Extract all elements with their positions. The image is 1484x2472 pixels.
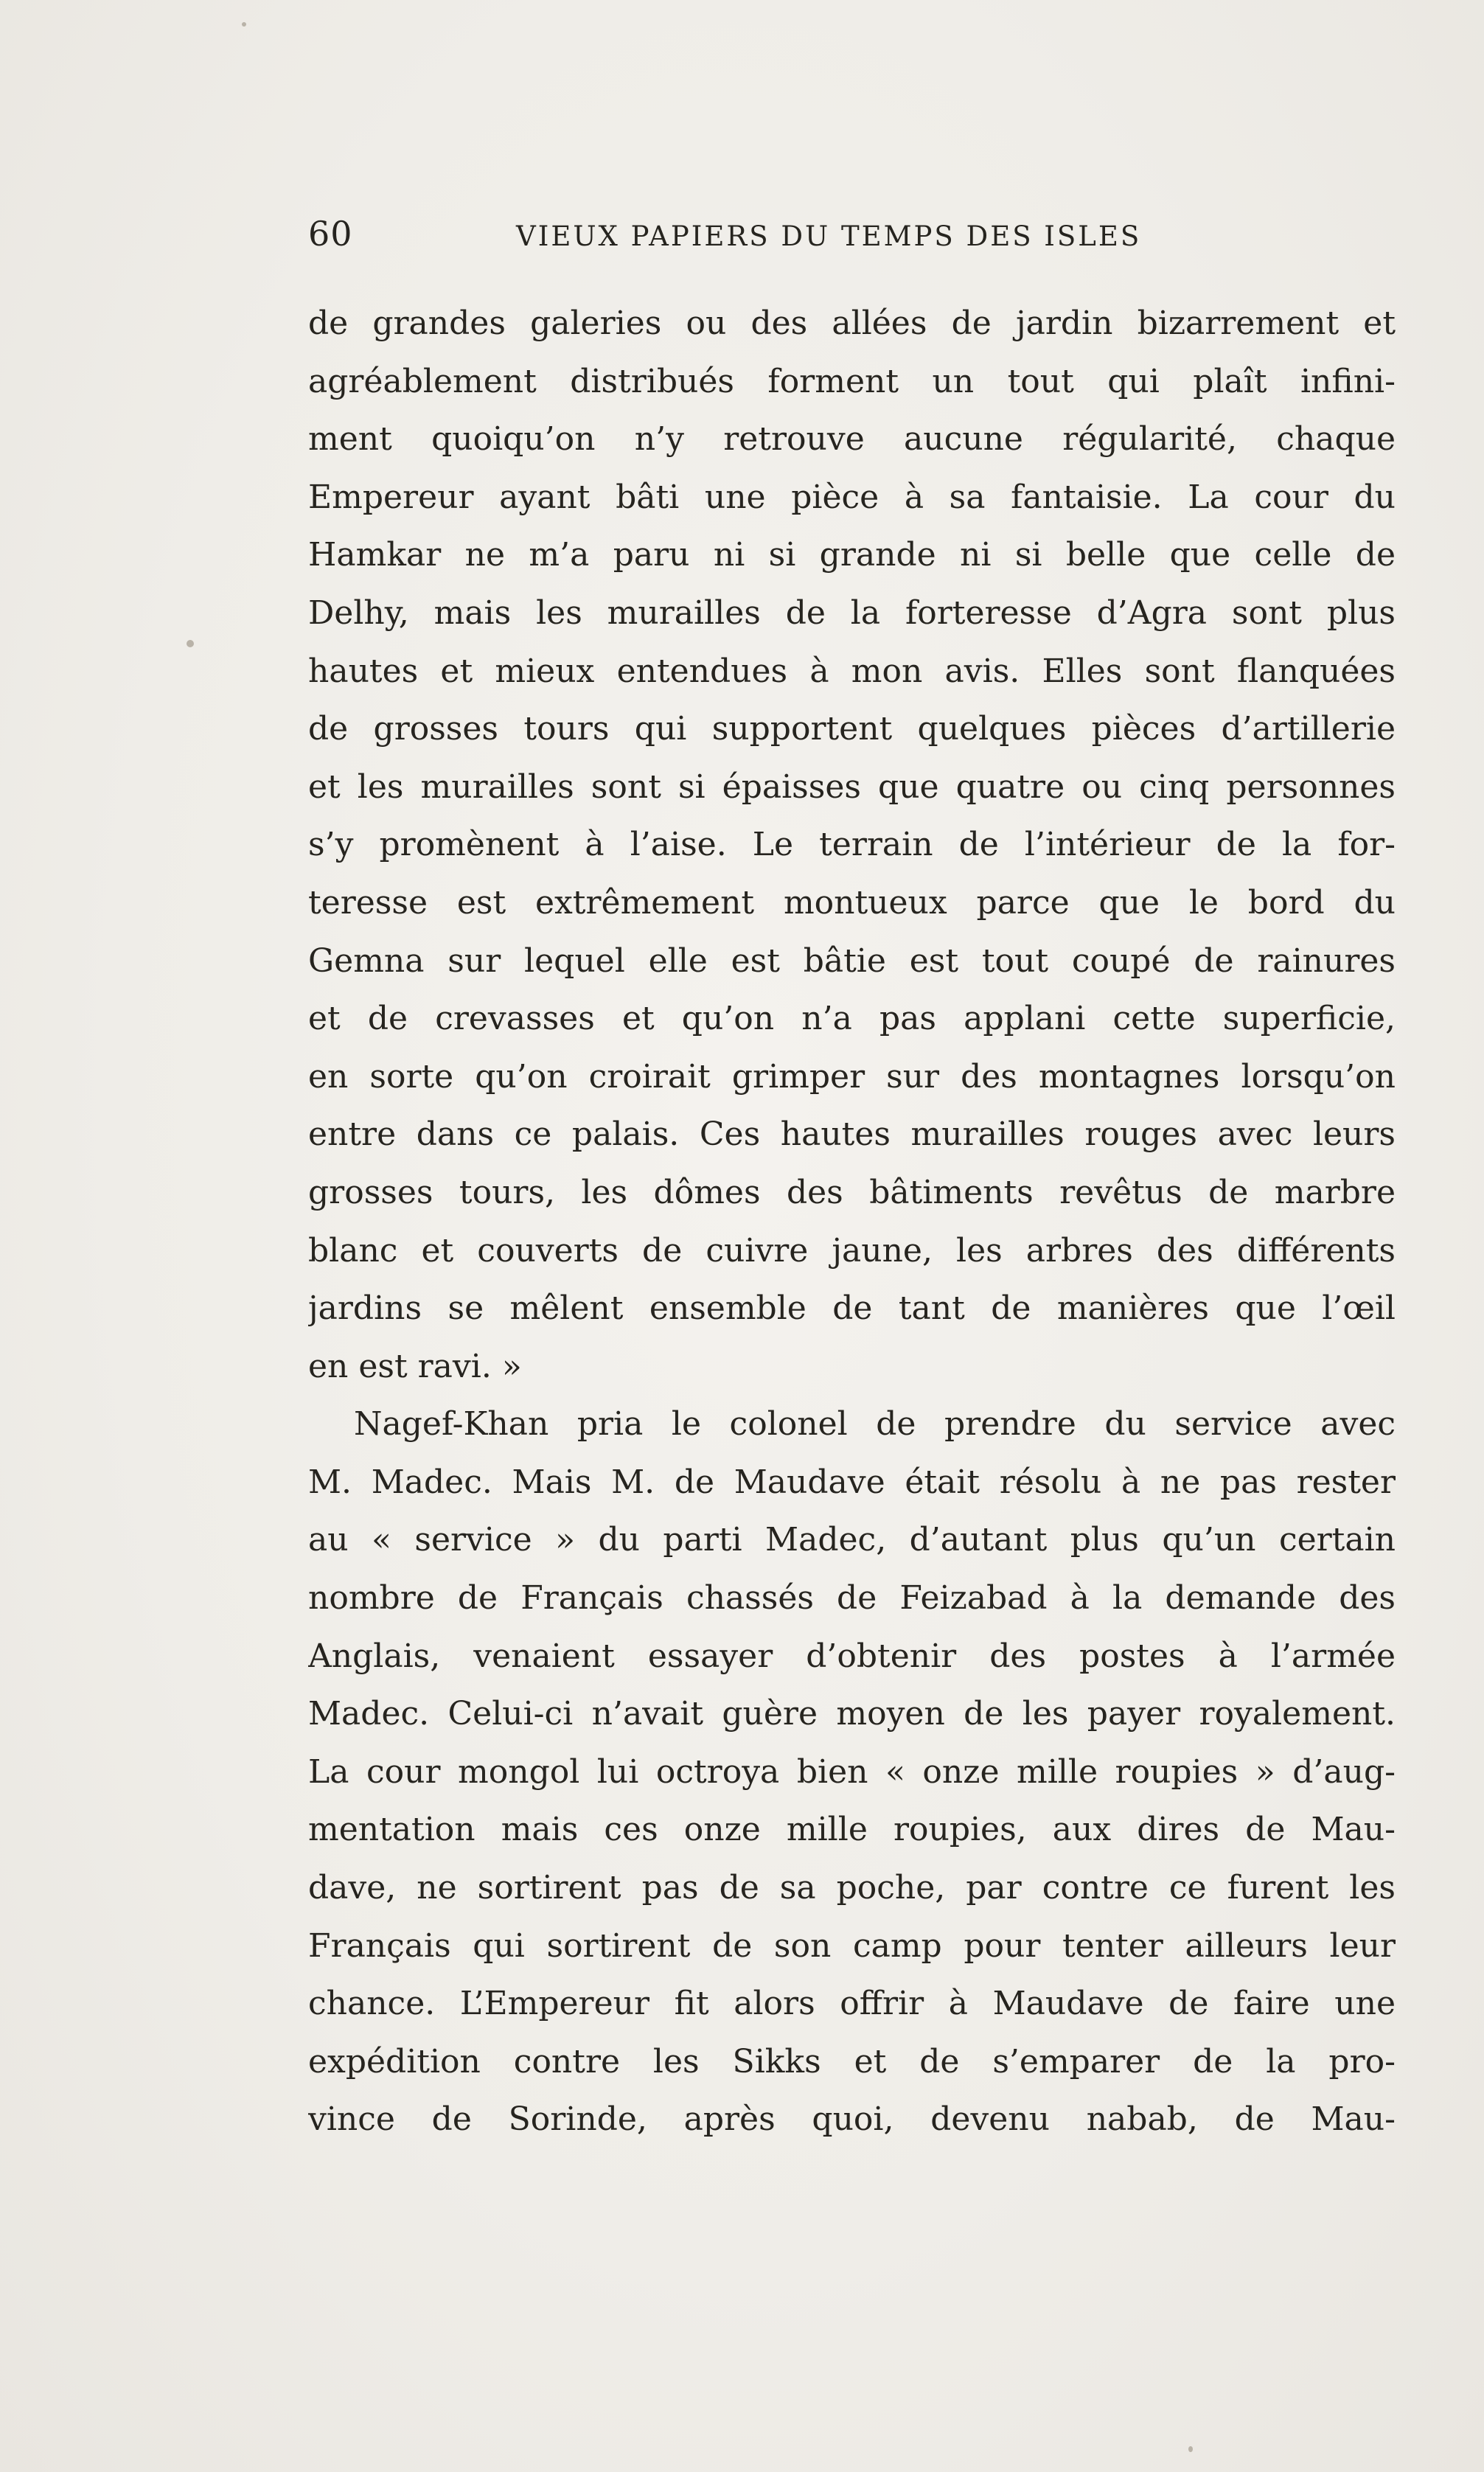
text-line: jardins se mêlent ensemble de tant de manières que l’œil: [308, 1289, 1396, 1328]
text-line: mentation mais ces onze mille roupies, aux dires de Mau-: [308, 1811, 1396, 1849]
page-number: 60: [308, 214, 353, 254]
text-line: grosses tours, les dômes des bâtiments revêtus de marbre: [308, 1173, 1396, 1211]
text-line: entre dans ce palais. Ces hautes murailles rouges avec leurs: [308, 1115, 1396, 1154]
text-line: Delhy, mais les murailles de la forteresse d’Agra sont plus: [308, 593, 1396, 632]
text-line: ment quoiqu’on n’y retrouve aucune régularité, chaque: [308, 420, 1396, 459]
text-line: Madec. Celui-ci n’avait guère moyen de les payer royalement.: [308, 1695, 1396, 1733]
text-line: et de crevasses et qu’on n’a pas applani cette superficie,: [308, 1000, 1396, 1038]
text-line: Nagef-Khan pria le colonel de prendre du service avec: [354, 1405, 1396, 1444]
text-line: nombre de Français chassés de Feizabad à la demande des: [308, 1579, 1396, 1618]
text-line: dave, ne sortirent pas de sa poche, par contre ce furent les: [308, 1869, 1396, 1907]
text-line: La cour mongol lui octroya bien « onze mille roupies » d’aug-: [308, 1752, 1396, 1791]
text-line: s’y promènent à l’aise. Le terrain de l’intérieur de la for-: [308, 826, 1396, 864]
text-line: Hamkar ne m’a paru ni si grande ni si belle que celle de: [308, 536, 1396, 574]
text-line: Empereur ayant bâti une pièce à sa fantaisie. La cour du: [308, 478, 1396, 516]
text-line: M. Madec. Mais M. de Maudave était résolu à ne pas rester: [308, 1463, 1396, 1501]
text-line: en sorte qu’on croirait grimper sur des montagnes lorsqu’on: [308, 1057, 1396, 1096]
text-line: et les murailles sont si épaisses que quatre ou cinq personnes: [308, 767, 1396, 806]
running-title: VIEUX PAPIERS DU TEMPS DES ISLES: [516, 220, 1142, 252]
text-line: expédition contre les Sikks et de s’emparer de la pro-: [308, 2042, 1396, 2081]
text-line: de grandes galeries ou des allées de jardin bizarrement et: [308, 304, 1396, 342]
paper-speck: [242, 22, 246, 27]
text-line: Anglais, venaient essayer d’obtenir des postes à l’armée: [308, 1637, 1396, 1675]
text-line: Gemna sur lequel elle est bâtie est tout coupé de rainures: [308, 941, 1396, 980]
text-line: au « service » du parti Madec, d’autant plus qu’un certain: [308, 1521, 1396, 1559]
page-header: [308, 208, 1396, 260]
text-line: hautes et mieux entendues à mon avis. Elles sont flanquées: [308, 652, 1396, 690]
paper-speck: [187, 640, 194, 647]
text-line: de grosses tours qui supportent quelques pièces d’artillerie: [308, 710, 1396, 748]
text-line: Français qui sortirent de son camp pour tenter ailleurs leur: [308, 1926, 1396, 1965]
text-line: chance. L’Empereur fit alors offrir à Maudave de faire une: [308, 1985, 1396, 2023]
text-line: teresse est extrêmement montueux parce que le bord du: [308, 883, 1396, 922]
text-line: vince de Sorinde, après quoi, devenu nabab, de Mau-: [308, 2100, 1396, 2139]
paper-speck: [1188, 2446, 1193, 2452]
body-text: [308, 295, 1396, 2149]
text-line: agréablement distribués forment un tout qui plaît infini-: [308, 362, 1396, 400]
text-line: blanc et couverts de cuivre jaune, les arbres des différents: [308, 1231, 1396, 1270]
text-line: en est ravi. »: [308, 1347, 522, 1385]
